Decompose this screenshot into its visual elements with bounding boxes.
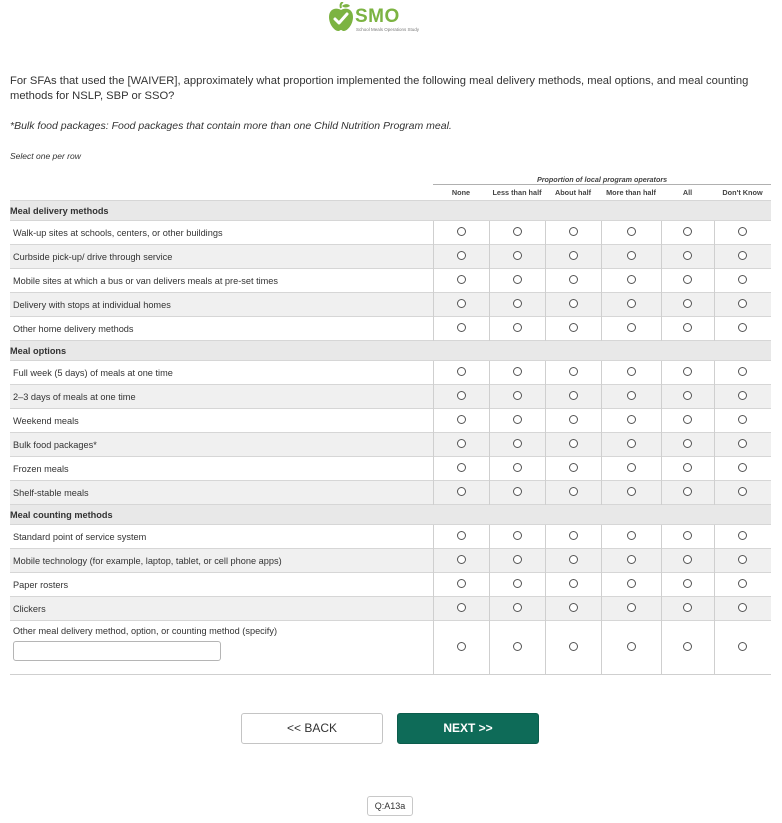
radio-button-1-5-0[interactable] [457, 487, 466, 496]
radio-cell[interactable] [489, 621, 545, 675]
other-specify-input[interactable] [13, 641, 221, 661]
radio-cell[interactable] [661, 433, 714, 457]
radio-cell[interactable] [714, 293, 771, 317]
radio-cell[interactable] [433, 433, 489, 457]
row-label: Standard point of service system [10, 525, 433, 549]
radio-button-2-3-2[interactable] [569, 603, 578, 612]
radio-button-0-2-5[interactable] [738, 275, 747, 284]
radio-cell[interactable] [601, 269, 661, 293]
radio-cell[interactable] [714, 245, 771, 269]
radio-cell[interactable] [545, 293, 601, 317]
radio-button-2-3-1[interactable] [513, 603, 522, 612]
instruction-text: Select one per row [10, 151, 81, 161]
radio-button-1-0-0[interactable] [457, 367, 466, 376]
radio-button-1-0-2[interactable] [569, 367, 578, 376]
radio-button-0-2-3[interactable] [627, 275, 636, 284]
column-header: All [682, 188, 693, 197]
radio-cell[interactable] [545, 245, 601, 269]
radio-cell[interactable] [489, 221, 545, 245]
grid-row [10, 409, 771, 433]
radio-button-1-3-1[interactable] [513, 439, 522, 448]
radio-button-other-4[interactable] [683, 642, 692, 651]
radio-button-2-0-3[interactable] [627, 531, 636, 540]
radio-button-other-5[interactable] [738, 642, 747, 651]
column-header: Don't Know [722, 188, 763, 197]
row-label: Walk-up sites at schools, centers, or other buildings [10, 221, 433, 245]
section-header: Meal counting methods [10, 505, 771, 525]
radio-cell[interactable] [661, 293, 714, 317]
radio-cell[interactable] [433, 597, 489, 621]
radio-button-1-4-4[interactable] [683, 463, 692, 472]
radio-button-2-0-1[interactable] [513, 531, 522, 540]
smo-logo [328, 2, 438, 38]
grid-row [10, 317, 771, 341]
row-label: Clickers [10, 597, 433, 621]
other-row-label: Other meal delivery method, option, or counting method (specify) [13, 626, 278, 636]
radio-button-2-1-5[interactable] [738, 555, 747, 564]
radio-button-1-1-3[interactable] [627, 391, 636, 400]
column-header: None [451, 188, 471, 197]
radio-cell[interactable] [489, 293, 545, 317]
radio-cell[interactable] [489, 245, 545, 269]
proportion-group-header: Proportion of local program operators [433, 170, 771, 185]
logo-subtitle: School Meals Operations Study [356, 27, 420, 32]
radio-cell[interactable] [661, 597, 714, 621]
radio-cell[interactable] [714, 549, 771, 573]
radio-cell[interactable] [661, 409, 714, 433]
radio-cell[interactable] [601, 245, 661, 269]
row-label: Bulk food packages* [10, 433, 433, 457]
radio-cell[interactable] [661, 621, 714, 675]
radio-cell[interactable] [545, 481, 601, 505]
radio-cell[interactable] [601, 361, 661, 385]
radio-button-0-2-4[interactable] [683, 275, 692, 284]
radio-button-0-4-3[interactable] [627, 323, 636, 332]
radio-cell[interactable] [601, 481, 661, 505]
radio-cell[interactable] [433, 293, 489, 317]
radio-cell[interactable] [433, 245, 489, 269]
grid-row [10, 525, 771, 549]
radio-cell[interactable] [601, 549, 661, 573]
radio-button-1-2-3[interactable] [627, 415, 636, 424]
bulk-food-note: *Bulk food packages: Food packages that contain more than one Child Nutrition Program meal. [10, 120, 452, 132]
next-button[interactable]: NEXT >> [397, 713, 539, 744]
radio-button-1-2-2[interactable] [569, 415, 578, 424]
row-label: Weekend meals [10, 409, 433, 433]
radio-cell[interactable] [489, 269, 545, 293]
radio-button-1-3-5[interactable] [738, 439, 747, 448]
radio-cell[interactable] [545, 317, 601, 341]
radio-cell[interactable] [661, 317, 714, 341]
radio-cell[interactable] [601, 221, 661, 245]
radio-cell[interactable] [433, 361, 489, 385]
radio-button-0-3-4[interactable] [683, 299, 692, 308]
response-grid [10, 170, 771, 675]
radio-cell[interactable] [545, 221, 601, 245]
radio-button-0-1-5[interactable] [738, 251, 747, 260]
radio-button-1-4-3[interactable] [627, 463, 636, 472]
radio-button-other-2[interactable] [569, 642, 578, 651]
radio-button-1-3-2[interactable] [569, 439, 578, 448]
radio-button-0-1-1[interactable] [513, 251, 522, 260]
radio-button-0-0-2[interactable] [569, 227, 578, 236]
radio-cell[interactable] [489, 457, 545, 481]
grid-row [10, 457, 771, 481]
radio-button-2-1-2[interactable] [569, 555, 578, 564]
grid-row [10, 481, 771, 505]
radio-button-2-3-5[interactable] [738, 603, 747, 612]
radio-button-2-2-5[interactable] [738, 579, 747, 588]
column-header: About half [554, 188, 592, 197]
grid-row [10, 269, 771, 293]
radio-button-0-4-0[interactable] [457, 323, 466, 332]
radio-button-other-1[interactable] [513, 642, 522, 651]
radio-button-0-3-1[interactable] [513, 299, 522, 308]
radio-button-other-3[interactable] [627, 642, 636, 651]
grid-row [10, 433, 771, 457]
radio-cell[interactable] [661, 525, 714, 549]
radio-cell[interactable] [433, 409, 489, 433]
radio-button-0-0-4[interactable] [683, 227, 692, 236]
radio-cell[interactable] [714, 361, 771, 385]
radio-button-1-0-3[interactable] [627, 367, 636, 376]
radio-button-0-4-1[interactable] [513, 323, 522, 332]
radio-cell[interactable] [714, 269, 771, 293]
radio-cell[interactable] [545, 525, 601, 549]
radio-cell[interactable] [714, 433, 771, 457]
radio-button-2-2-3[interactable] [627, 579, 636, 588]
radio-cell[interactable] [545, 409, 601, 433]
radio-button-0-1-0[interactable] [457, 251, 466, 260]
radio-cell[interactable] [601, 457, 661, 481]
radio-cell[interactable] [545, 361, 601, 385]
radio-button-1-5-2[interactable] [569, 487, 578, 496]
radio-button-0-3-2[interactable] [569, 299, 578, 308]
radio-button-2-3-0[interactable] [457, 603, 466, 612]
radio-cell[interactable] [433, 481, 489, 505]
radio-cell[interactable] [489, 597, 545, 621]
logo-text: SMO [355, 6, 400, 27]
radio-button-1-5-3[interactable] [627, 487, 636, 496]
radio-button-0-4-2[interactable] [569, 323, 578, 332]
radio-button-other-0[interactable] [457, 642, 466, 651]
radio-cell[interactable] [433, 549, 489, 573]
grid-row [10, 385, 771, 409]
radio-cell[interactable] [433, 221, 489, 245]
radio-button-1-0-1[interactable] [513, 367, 522, 376]
radio-cell[interactable] [714, 317, 771, 341]
column-header: Less than half [492, 188, 542, 197]
radio-button-0-4-4[interactable] [683, 323, 692, 332]
section-header: Meal delivery methods [10, 201, 771, 221]
radio-cell[interactable] [433, 573, 489, 597]
radio-cell[interactable] [601, 597, 661, 621]
radio-button-0-0-1[interactable] [513, 227, 522, 236]
radio-button-0-3-3[interactable] [627, 299, 636, 308]
radio-button-2-0-0[interactable] [457, 531, 466, 540]
section-header: Meal options [10, 341, 771, 361]
radio-cell[interactable] [661, 385, 714, 409]
radio-cell[interactable] [601, 409, 661, 433]
radio-cell[interactable] [433, 525, 489, 549]
radio-button-1-4-5[interactable] [738, 463, 747, 472]
radio-button-1-4-1[interactable] [513, 463, 522, 472]
radio-cell[interactable] [714, 621, 771, 675]
radio-cell[interactable] [661, 549, 714, 573]
radio-button-0-0-5[interactable] [738, 227, 747, 236]
radio-button-0-4-5[interactable] [738, 323, 747, 332]
row-label: 2–3 days of meals at one time [10, 385, 433, 409]
radio-cell[interactable] [489, 525, 545, 549]
radio-button-1-1-5[interactable] [738, 391, 747, 400]
grid-row [10, 221, 771, 245]
radio-button-1-2-4[interactable] [683, 415, 692, 424]
radio-button-1-5-4[interactable] [683, 487, 692, 496]
radio-cell[interactable] [714, 385, 771, 409]
radio-button-0-0-3[interactable] [627, 227, 636, 236]
radio-cell[interactable] [661, 457, 714, 481]
radio-button-2-2-2[interactable] [569, 579, 578, 588]
radio-cell[interactable] [489, 361, 545, 385]
radio-button-2-3-4[interactable] [683, 603, 692, 612]
row-label: Curbside pick-up/ drive through service [10, 245, 433, 269]
radio-cell[interactable] [661, 573, 714, 597]
radio-cell[interactable] [489, 317, 545, 341]
radio-cell[interactable] [601, 525, 661, 549]
column-header: More than half [606, 188, 656, 197]
radio-cell[interactable] [489, 385, 545, 409]
radio-cell[interactable] [601, 317, 661, 341]
radio-cell[interactable] [433, 269, 489, 293]
radio-button-1-2-0[interactable] [457, 415, 466, 424]
grid-row [10, 549, 771, 573]
radio-cell[interactable] [545, 549, 601, 573]
grid-row [10, 361, 771, 385]
row-label: Paper rosters [10, 573, 433, 597]
grid-row [10, 597, 771, 621]
radio-button-2-1-4[interactable] [683, 555, 692, 564]
radio-cell[interactable] [661, 221, 714, 245]
radio-cell[interactable] [714, 573, 771, 597]
radio-cell[interactable] [433, 457, 489, 481]
radio-button-1-3-0[interactable] [457, 439, 466, 448]
radio-button-2-3-3[interactable] [627, 603, 636, 612]
radio-button-0-2-0[interactable] [457, 275, 466, 284]
question-id-badge: Q:A13a [367, 796, 413, 816]
radio-cell[interactable] [601, 385, 661, 409]
radio-button-0-1-4[interactable] [683, 251, 692, 260]
radio-button-1-2-5[interactable] [738, 415, 747, 424]
radio-button-2-1-3[interactable] [627, 555, 636, 564]
radio-cell[interactable] [489, 433, 545, 457]
radio-button-0-3-5[interactable] [738, 299, 747, 308]
radio-cell[interactable] [545, 621, 601, 675]
radio-button-1-5-5[interactable] [738, 487, 747, 496]
radio-button-1-3-3[interactable] [627, 439, 636, 448]
radio-cell[interactable] [714, 457, 771, 481]
radio-cell[interactable] [433, 621, 489, 675]
radio-button-1-1-2[interactable] [569, 391, 578, 400]
radio-button-2-2-1[interactable] [513, 579, 522, 588]
radio-cell[interactable] [545, 573, 601, 597]
radio-cell[interactable] [661, 269, 714, 293]
row-label: Frozen meals [10, 457, 433, 481]
radio-button-2-0-5[interactable] [738, 531, 747, 540]
radio-cell[interactable] [601, 621, 661, 675]
row-label: Mobile sites at which a bus or van delivers meals at pre-set times [10, 269, 433, 293]
radio-cell[interactable] [714, 597, 771, 621]
radio-button-1-1-4[interactable] [683, 391, 692, 400]
radio-button-1-4-2[interactable] [569, 463, 578, 472]
radio-button-1-1-0[interactable] [457, 391, 466, 400]
radio-button-2-1-1[interactable] [513, 555, 522, 564]
row-label: Other home delivery methods [10, 317, 433, 341]
row-label: Mobile technology (for example, laptop, tablet, or cell phone apps) [10, 549, 433, 573]
question-text: For SFAs that used the [WAIVER], approximately what proportion implemented the following meal delivery methods, meal options, and meal counting methods for NSLP, SBP or SSO? [10, 75, 749, 102]
radio-button-1-2-1[interactable] [513, 415, 522, 424]
radio-cell[interactable] [489, 573, 545, 597]
row-label: Full week (5 days) of meals at one time [10, 361, 433, 385]
radio-cell[interactable] [601, 433, 661, 457]
radio-button-0-3-0[interactable] [457, 299, 466, 308]
radio-cell[interactable] [489, 481, 545, 505]
radio-button-2-2-0[interactable] [457, 579, 466, 588]
radio-button-2-1-0[interactable] [457, 555, 466, 564]
other-row [10, 621, 771, 675]
radio-cell[interactable] [714, 525, 771, 549]
radio-cell[interactable] [661, 245, 714, 269]
radio-button-1-0-4[interactable] [683, 367, 692, 376]
radio-cell[interactable] [545, 457, 601, 481]
grid-row [10, 245, 771, 269]
radio-cell[interactable] [433, 385, 489, 409]
radio-cell[interactable] [714, 409, 771, 433]
radio-button-1-0-5[interactable] [738, 367, 747, 376]
back-button[interactable]: << BACK [241, 713, 383, 744]
radio-cell[interactable] [545, 597, 601, 621]
radio-cell[interactable] [489, 549, 545, 573]
radio-button-0-2-1[interactable] [513, 275, 522, 284]
radio-cell[interactable] [661, 361, 714, 385]
radio-cell[interactable] [661, 481, 714, 505]
row-label: Shelf-stable meals [10, 481, 433, 505]
radio-cell[interactable] [545, 385, 601, 409]
radio-cell[interactable] [489, 409, 545, 433]
radio-button-1-3-4[interactable] [683, 439, 692, 448]
radio-button-1-4-0[interactable] [457, 463, 466, 472]
radio-button-0-1-2[interactable] [569, 251, 578, 260]
radio-cell[interactable] [714, 481, 771, 505]
radio-cell[interactable] [545, 433, 601, 457]
radio-cell[interactable] [601, 293, 661, 317]
radio-button-2-0-4[interactable] [683, 531, 692, 540]
radio-cell[interactable] [545, 269, 601, 293]
radio-button-0-0-0[interactable] [457, 227, 466, 236]
radio-cell[interactable] [433, 317, 489, 341]
radio-button-0-2-2[interactable] [569, 275, 578, 284]
grid-row [10, 573, 771, 597]
row-label: Delivery with stops at individual homes [10, 293, 433, 317]
radio-cell[interactable] [601, 573, 661, 597]
grid-row [10, 293, 771, 317]
radio-button-2-2-4[interactable] [683, 579, 692, 588]
radio-button-1-5-1[interactable] [513, 487, 522, 496]
radio-button-2-0-2[interactable] [569, 531, 578, 540]
radio-cell[interactable] [714, 221, 771, 245]
radio-button-1-1-1[interactable] [513, 391, 522, 400]
radio-button-0-1-3[interactable] [627, 251, 636, 260]
apple-icon [328, 2, 354, 32]
